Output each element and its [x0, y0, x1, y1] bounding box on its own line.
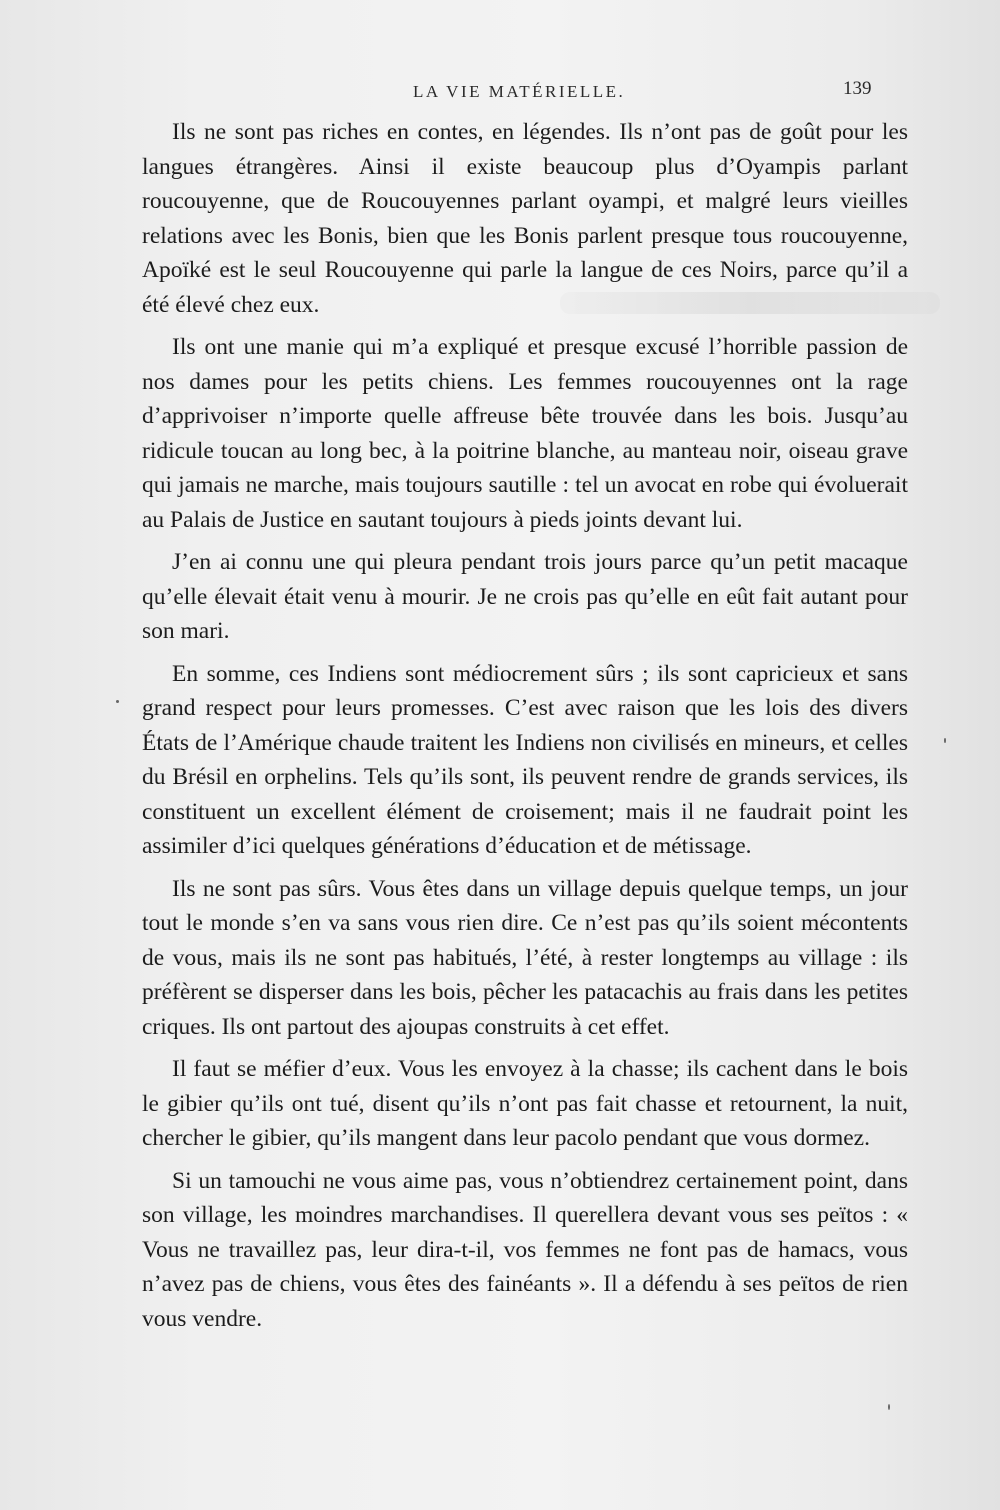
paragraph: Ils ne sont pas riches en contes, en légendes. Ils n’ont pas de goût pour les langues étrangères. Ainsi il existe beaucoup plus d’Oyampis parlant roucouyenne, que de Roucouyennes parlant oyampi, et malgré leurs vieilles relations avec les Bonis, bien que les Bonis parlent presque tous roucouyenne, Apoïké est le seul Roucouyenne qui parle la langue de ces Noirs, parce qu’il a été élevé chez eux. — [142, 119, 908, 318]
body-text — [142, 115, 908, 1344]
paper-speck — [116, 700, 119, 703]
paragraph: Il faut se méfier d’eux. Vous les envoyez à la chasse; ils cachent dans le bois le gibier qu’ils ont tué, disent qu’ils n’ont pas fait chasse et retournent, la nuit, chercher le gibier, qu’ils mangent dans leur pacolo pendant que vous dormez. — [142, 1056, 908, 1151]
paragraph: En somme, ces Indiens sont médiocrement sûrs ; ils sont capricieux et sans grand respect pour leurs promesses. C’est avec raison que les lois des divers États de l’Amérique chaude traitent les Indiens non civilisés en mineurs, et celles du Brésil en orphelins. Tels qu’ils sont, ils peuvent rendre de grands services, ils constituent un excellent élément de croisement; mais il ne faudrait point les assimiler d’ici quelques générations d’éducation et de métissage. — [142, 660, 908, 859]
page-number: 139 — [843, 78, 872, 99]
paper-speck — [944, 738, 946, 743]
running-title: LA VIE MATÉRIELLE. — [413, 82, 626, 101]
paragraph: Si un tamouchi ne vous aime pas, vous n’obtiendrez certainement point, dans son village, les moindres marchandises. Il querellera devant vous ses peïtos : « Vous ne travaillez pas, leur dira-t-il, vos femmes ne font pas de hamacs, vous n’avez pas de chiens, vous êtes des fainéants ». Il a défendu à ses peïtos de rien vous vendre. — [142, 1167, 908, 1332]
paragraph: Ils ont une manie qui m’a expliqué et presque excusé l’horrible passion de nos dames pour les petits chiens. Les femmes roucouyennes ont la rage d’apprivoiser n’importe quelle affreuse bête trouvée dans les bois. Jusqu’au ridicule toucan au long bec, à la poitrine blanche, au manteau noir, oiseau grave qui jamais ne marche, mais toujours sautille : tel un avocat en robe qui évoluerait au Palais de Justice en sautant toujours à pieds joints devant lui. — [142, 334, 908, 533]
paragraph: Ils ne sont pas sûrs. Vous êtes dans un village depuis quelque temps, un jour tout le monde s’en va sans vous rien dire. Ce n’est pas qu’ils soient mécontents de vous, mais ils ne sont pas habitués, l’été, à rester longtemps au village : ils préfèrent se disperser dans les bois, pêcher les patacachis au frais dans les petites criques. Ils ont partout des ajoupas construits à cet effet. — [142, 875, 908, 1040]
paragraph: J’en ai connu une qui pleura pendant trois jours parce qu’un petit macaque qu’elle élevait était venu à mourir. Je ne crois pas qu’elle en eût fait autant pour son mari. — [142, 549, 908, 644]
paper-speck — [888, 1404, 890, 1410]
running-head — [0, 78, 1000, 108]
